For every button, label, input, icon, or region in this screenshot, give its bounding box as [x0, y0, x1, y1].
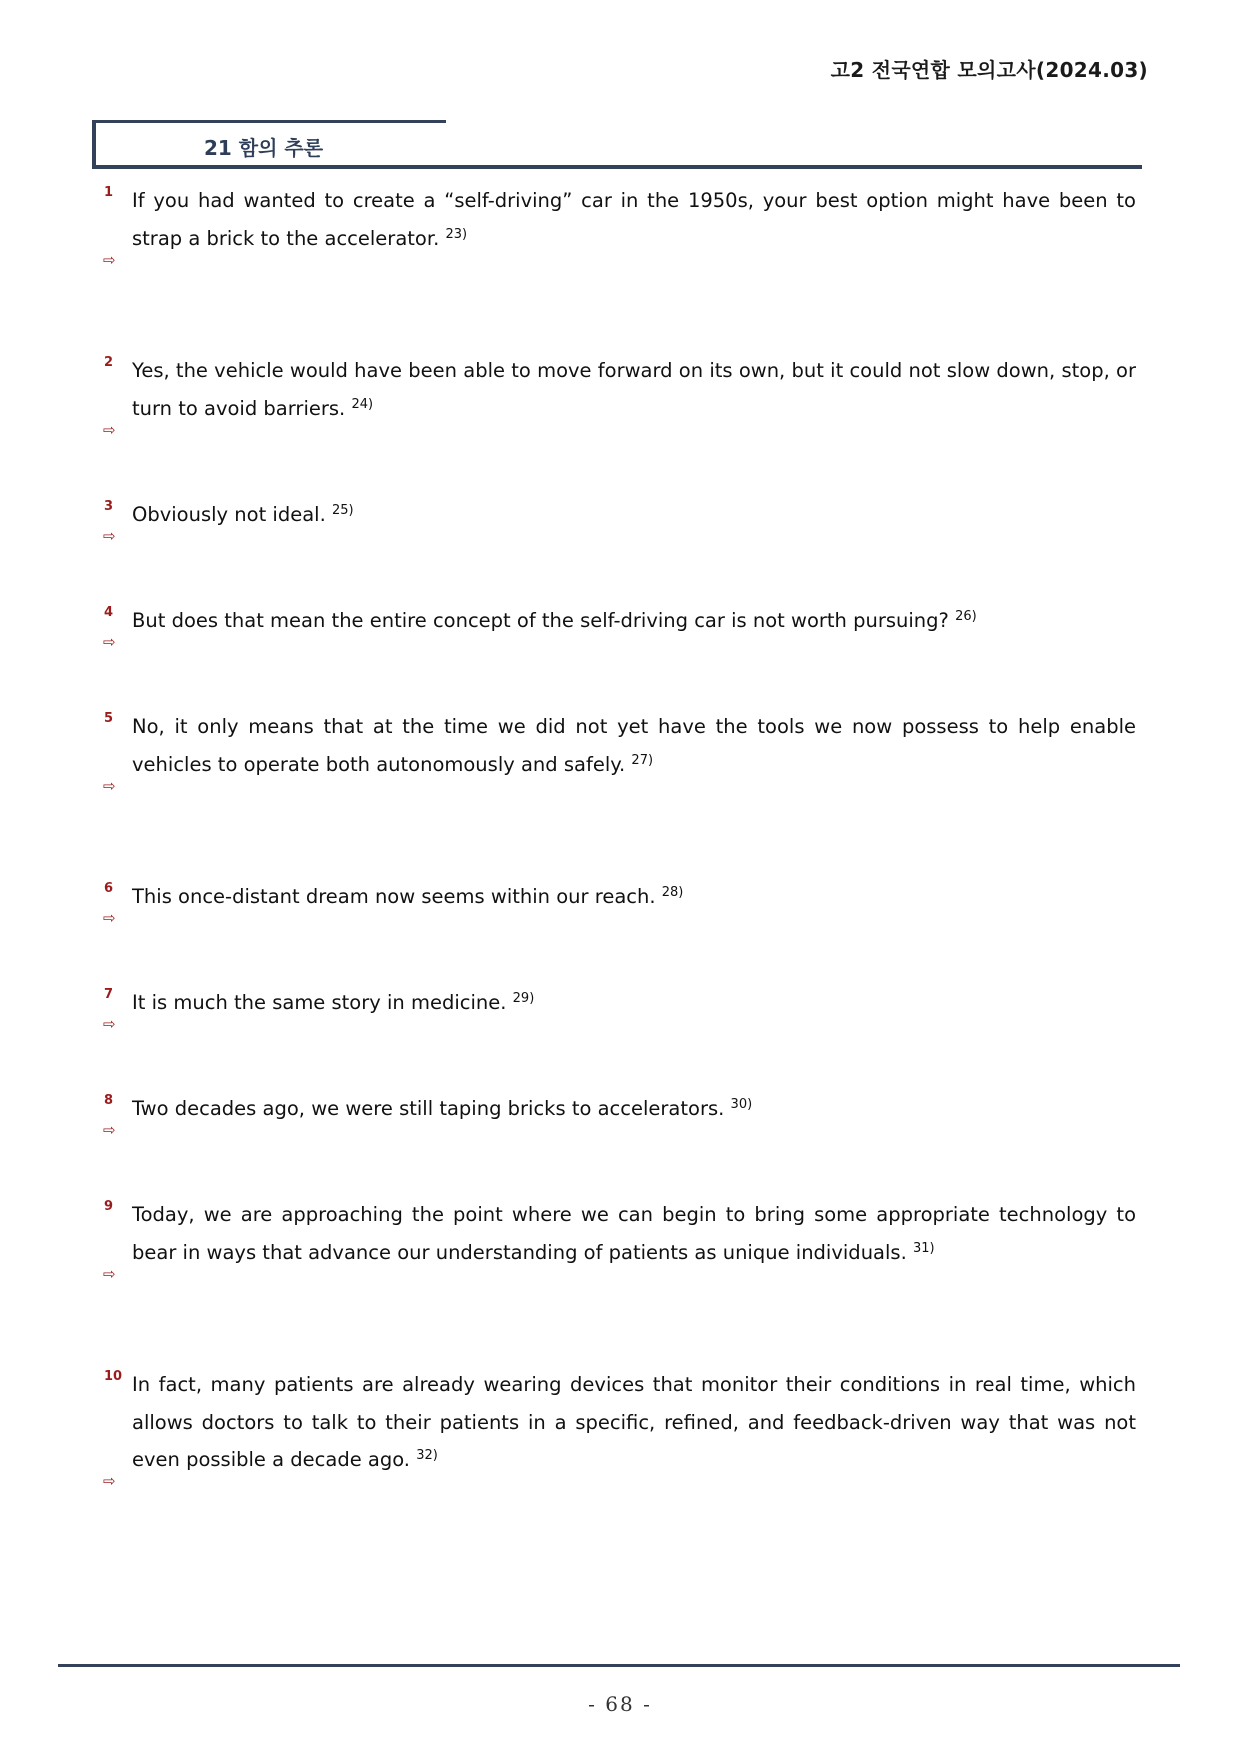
sentence-body: Yes, the vehicle would have been able to move forward on its own, but it could not slow down, stop, or turn to avoid barriers.	[132, 359, 1136, 420]
sentence-text	[132, 708, 1136, 783]
answer-arrow-icon: ⇨	[103, 1472, 116, 1490]
sentence-item-2	[103, 352, 1140, 439]
sentence-body: Two decades ago, we were still taping bricks to accelerators.	[132, 1097, 725, 1120]
answer-arrow-icon: ⇨	[103, 1015, 116, 1033]
answer-arrow-icon: ⇨	[103, 909, 116, 927]
sentence-number: 5	[104, 711, 114, 726]
section-header	[92, 120, 1142, 168]
sentence-text	[132, 182, 1136, 257]
sentence-body: Today, we are approaching the point where we can begin to bring some appropriate technology to bear in ways that advance our understanding of patients as unique individuals.	[132, 1203, 1136, 1264]
sentence-number: 2	[104, 355, 114, 370]
footnote-ref: 28)	[661, 885, 684, 900]
sentence-item-6	[103, 878, 1140, 927]
sentence-body: No, it only means that at the time we did not yet have the tools we now possess to help enable vehicles to operate both autonomously and safely.	[132, 715, 1136, 776]
answer-arrow-icon: ⇨	[103, 251, 116, 269]
sentence-number: 7	[104, 987, 114, 1002]
footnote-ref: 25)	[331, 503, 354, 518]
sentence-body: If you had wanted to create a “self-driving” car in the 1950s, your best option might have been to strap a brick to the accelerator.	[132, 189, 1136, 250]
section-title: 21 함의 추론	[204, 136, 324, 160]
sentence-text	[132, 1196, 1136, 1271]
footnote-ref: 31)	[912, 1240, 935, 1256]
sentence-text	[132, 878, 1136, 916]
sentence-number: 9	[104, 1199, 114, 1214]
footnote-ref: 23)	[445, 226, 468, 242]
footnote-ref: 27)	[631, 752, 654, 768]
sentence-body: In fact, many patients are already wearing devices that monitor their conditions in real time, which allows doctors to talk to their patients in a specific, refined, and feedback-driven way that was not even possible a decade ago.	[132, 1373, 1136, 1471]
sentence-item-4	[103, 602, 1140, 651]
sentence-item-8	[103, 1090, 1140, 1139]
sentence-text	[132, 1090, 1136, 1128]
section-header-left-rule	[92, 120, 96, 168]
sentence-item-10	[103, 1366, 1140, 1490]
footnote-ref: 24)	[351, 396, 374, 412]
sentence-text	[132, 496, 1136, 534]
footnote-ref: 32)	[416, 1448, 438, 1463]
sentence-number: 4	[104, 605, 114, 620]
sentence-text	[132, 602, 1136, 640]
footnote-ref: 29)	[512, 991, 535, 1006]
section-header-top-rule	[92, 120, 446, 123]
section-header-bottom-rule	[92, 165, 1142, 169]
sentence-item-5	[103, 708, 1140, 795]
sentence-body: But does that mean the entire concept of the self-driving car is not worth pursuing?	[132, 609, 949, 632]
sentence-item-9	[103, 1196, 1140, 1283]
sentence-body: It is much the same story in medicine.	[132, 991, 507, 1014]
sentence-text	[132, 1366, 1136, 1479]
sentence-body: This once-distant dream now seems within our reach.	[132, 885, 656, 908]
sentence-text	[132, 984, 1136, 1022]
footer-rule	[58, 1664, 1180, 1667]
sentence-number: 3	[104, 499, 114, 514]
answer-arrow-icon: ⇨	[103, 1265, 116, 1283]
sentence-text	[132, 352, 1136, 427]
sentence-number: 1	[104, 185, 114, 200]
page-number: - 68 -	[588, 1692, 652, 1716]
footnote-ref: 26)	[955, 609, 977, 624]
exam-header-title: 고2 전국연합 모의고사(2024.03)	[830, 58, 1148, 82]
footnote-ref: 30)	[730, 1097, 753, 1112]
answer-arrow-icon: ⇨	[103, 527, 116, 545]
sentence-item-3	[103, 496, 1140, 545]
sentence-number: 6	[104, 881, 114, 896]
answer-arrow-icon: ⇨	[103, 633, 116, 651]
sentence-item-1	[103, 182, 1140, 269]
answer-arrow-icon: ⇨	[103, 1121, 116, 1139]
sentence-item-7	[103, 984, 1140, 1033]
sentence-number: 10	[104, 1369, 123, 1384]
answer-arrow-icon: ⇨	[103, 421, 116, 439]
answer-arrow-icon: ⇨	[103, 777, 116, 795]
sentence-number: 8	[104, 1093, 114, 1108]
sentence-body: Obviously not ideal.	[132, 503, 326, 526]
